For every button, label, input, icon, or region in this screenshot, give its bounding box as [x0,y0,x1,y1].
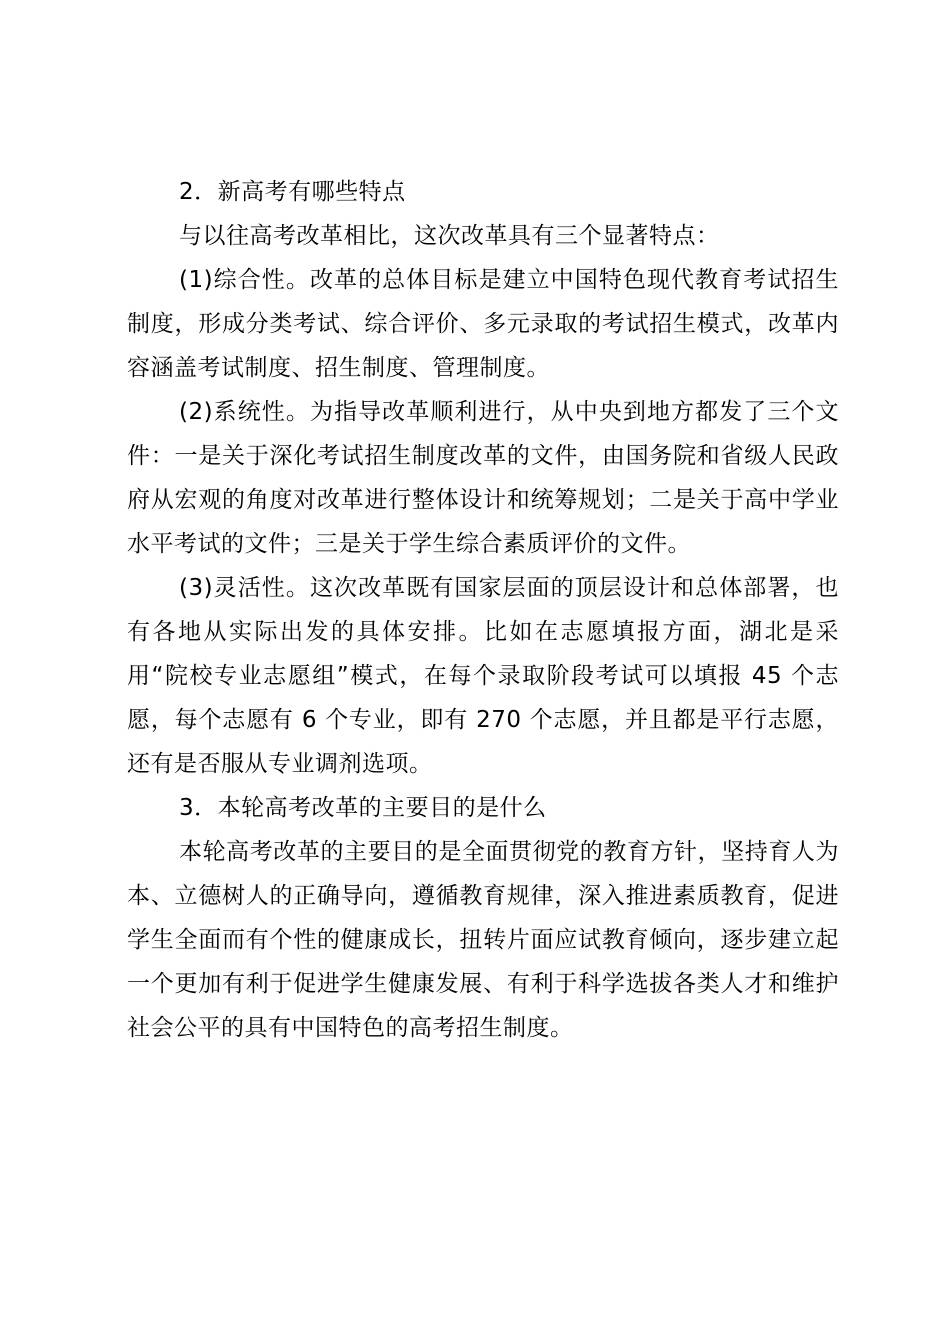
body-paragraph: 与以往高考改革相比，这次改革具有三个显著特点： [179,223,720,249]
body-paragraph: 本轮高考改革的主要目的是全面贯彻党的教育方针，坚持育人为本、立德树人的正确导向，遵循教育规律，深入推进素质教育，促进学生全面而有个性的健康成长，扭转片面应试教育倾向，逐步建立起一个更加有利于促进学生健康发展、有利于科学选拔各类人才和维护社会公平的具有中国特色的高考招生制度。 [127,839,839,1041]
body-paragraph: (3)灵活性。这次改革既有国家层面的顶层设计和总体部署，也有各地从实际出发的具体安排。比如在志愿填报方面，湖北是采用“院校专业志愿组”模式，在每个录取阶段考试可以填报 45 个志愿，每个志愿有 6 个专业，即有 270 个志愿，并且都是平行志愿，还有是否服从专业调剂选项。 [127,575,839,777]
section-heading: 2．新高考有哪些特点 [179,179,406,205]
body-paragraph: (2)系统性。为指导改革顺利进行，从中央到地方都发了三个文件：一是关于深化考试招生制度改革的文件，由国务院和省级人民政府从宏观的角度对改革进行整体设计和统筹规划；二是关于高中学业水平考试的文件；三是关于学生综合素质评价的文件。 [127,399,839,557]
document-page [127,170,839,1050]
body-paragraph: (1)综合性。改革的总体目标是建立中国特色现代教育考试招生制度，形成分类考试、综合评价、多元录取的考试招生模式，改革内容涵盖考试制度、招生制度、管理制度。 [127,267,839,381]
section-heading: 3．本轮高考改革的主要目的是什么 [179,795,547,821]
